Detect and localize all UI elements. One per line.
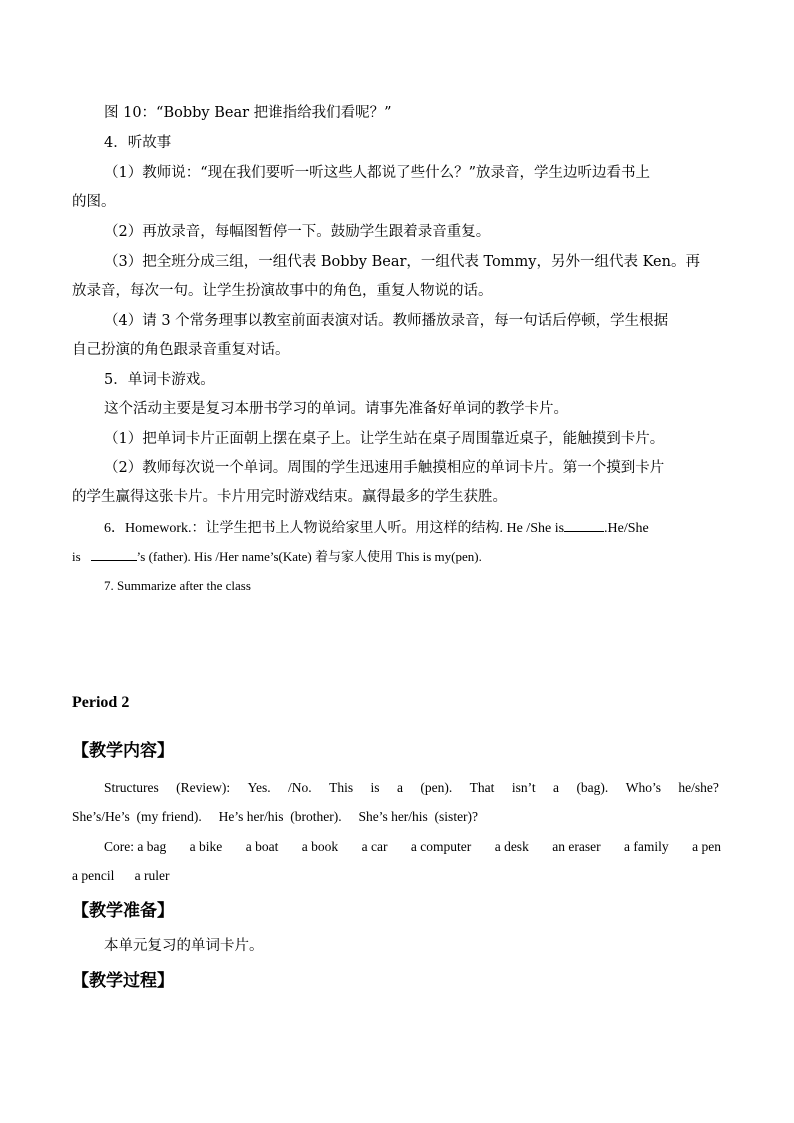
structure-word: Structures xyxy=(104,780,159,795)
teaching-prep-heading: 【教学准备】 xyxy=(72,901,174,921)
step-4-title: 4．听故事 xyxy=(104,135,172,151)
vocab-item: a boat xyxy=(245,839,279,854)
structure-word: (bag). xyxy=(576,780,609,795)
teaching-process-heading: 【教学过程】 xyxy=(72,971,174,991)
step-4-1-line2: 的图。 xyxy=(72,194,116,210)
structure-word: This xyxy=(329,780,354,795)
step-6-text-a: 6．Homework.：让学生把书上人物说给家里人听。用这样的结构. He /She is xyxy=(104,521,565,536)
step-4-3-line2: 放录音，每次一句。让学生扮演故事中的角色，重复人物说的话。 xyxy=(72,283,493,299)
teaching-content-heading: 【教学内容】 xyxy=(72,741,174,761)
vocab-item: a bike xyxy=(189,839,223,854)
core-vocab-line2: a pencil a ruler xyxy=(72,868,170,883)
step-6-line1 xyxy=(104,517,649,539)
step-6-text-b: .He/She xyxy=(604,521,649,536)
structure-word: /No. xyxy=(288,780,312,795)
structure-word: Who’s xyxy=(625,780,661,795)
fill-blank xyxy=(91,546,137,561)
structure-word: he/she? xyxy=(678,780,719,795)
step-5-intro: 这个活动主要是复习本册书学习的单词。请事先准备好单词的教学卡片。 xyxy=(104,401,568,417)
step-4-4-line2: 自己扮演的角色跟录音重复对话。 xyxy=(72,342,290,358)
structure-word: (pen). xyxy=(420,780,453,795)
step-6-text-c: is xyxy=(72,549,81,564)
structure-word: Yes. xyxy=(247,780,271,795)
step-5-2-line2: 的学生赢得这张卡片。卡片用完时游戏结束。赢得最多的学生获胜。 xyxy=(72,489,507,505)
teaching-prep-text: 本单元复习的单词卡片。 xyxy=(104,938,264,954)
step-4-4-line1: （4）请 3 个常务理事以教室前面表演对话。教师播放录音，每一句话后停顿，学生根据 xyxy=(104,313,669,329)
vocab-item: an eraser xyxy=(552,839,601,854)
step-4-2: （2）再放录音，每幅图暂停一下。鼓励学生跟着录音重复。 xyxy=(104,224,491,240)
vocab-item: a computer xyxy=(410,839,472,854)
period-title: Period 2 xyxy=(72,694,130,711)
step-6-line2 xyxy=(72,546,482,567)
figure-10-caption: 图 10：“Bobby Bear 把谁指给我们看呢？” xyxy=(104,105,392,121)
structure-word: a xyxy=(396,780,403,795)
structure-word: That xyxy=(469,780,495,795)
step-5-1: （1）把单词卡片正面朝上摆在桌子上。让学生站在桌子周围靠近桌子，能触摸到卡片。 xyxy=(104,431,665,447)
structure-word: is xyxy=(370,780,380,795)
vocab-item: Core: a bag xyxy=(104,839,167,854)
vocab-item: a family xyxy=(624,839,669,854)
step-5-title: 5．单词卡游戏。 xyxy=(104,372,215,388)
step-5-2-line1: （2）教师每次说一个单词。周围的学生迅速用手触摸相应的单词卡片。第一个摸到卡片 xyxy=(104,460,665,476)
step-4-1-line1: （1）教师说：“现在我们要听一听这些人都说了些什么？”放录音，学生边听边看书上 xyxy=(104,165,651,181)
step-4-3-line1: （3）把全班分成三组，一组代表 Bobby Bear，一组代表 Tommy，另外一组代表 Ken。再 xyxy=(104,254,700,270)
structure-word: a xyxy=(553,780,560,795)
vocab-item: a pen xyxy=(692,839,721,854)
vocab-item: a book xyxy=(301,839,339,854)
core-vocab-line1 xyxy=(104,837,721,857)
fill-blank xyxy=(564,517,604,532)
step-6-text-d: ’s (father). His /Her name’s(Kate) 着与家人使用 This is my(pen). xyxy=(136,549,482,564)
structure-word: isn’t xyxy=(511,780,536,795)
structures-line1 xyxy=(104,778,719,798)
step-7: 7. Summarize after the class xyxy=(104,578,251,593)
vocab-item: a car xyxy=(361,839,388,854)
structures-line2: She’s/He’s (my friend). He’s her/his (brother). She’s her/his (sister)? xyxy=(72,809,479,824)
vocab-item: a desk xyxy=(494,839,529,854)
structure-word: (Review): xyxy=(176,780,231,795)
